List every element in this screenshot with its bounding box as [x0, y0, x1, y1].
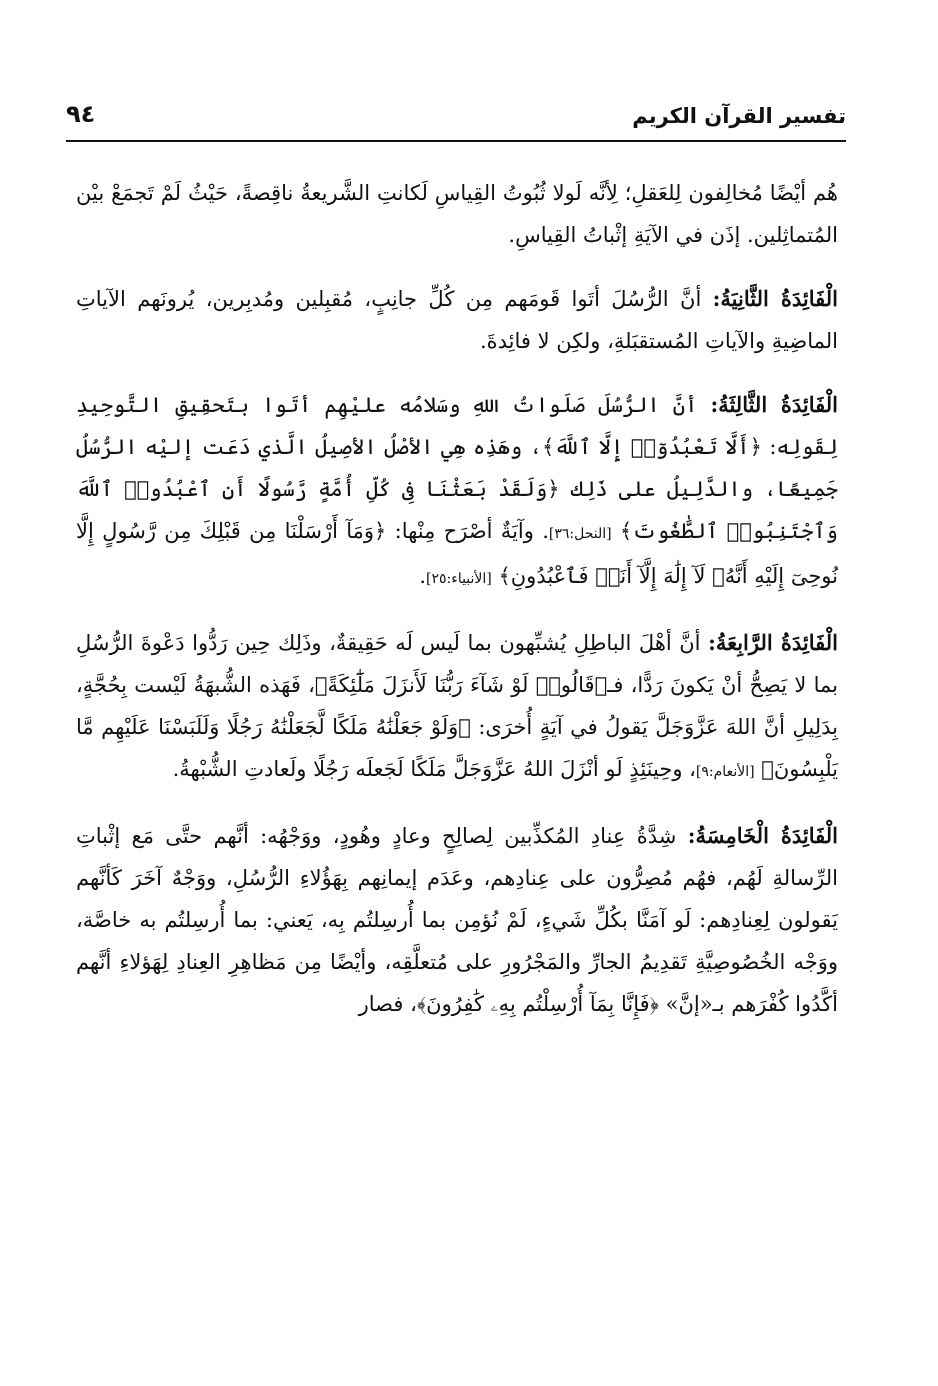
paragraph-benefit-4 [76, 622, 838, 793]
benefit-heading: الْفَائِدَةُ الرَّابِعَةُ: [708, 630, 838, 655]
paragraph-text: . [419, 564, 426, 588]
page-header [66, 98, 846, 138]
verse-reference: [الأنبياء:٢٥] [426, 571, 492, 587]
page-body [76, 172, 838, 1047]
paragraph-text: أنَّ الرُّسُلَ أتَوا قَومَهم مِن كُلِّ جانِبٍ، مُقبِلين ومُدبِرين، يُرونَهم الآياتِ الماضِيةِ والآياتِ المُستقبَلةِ، ولكِن لا فائِدةَ. [76, 287, 838, 353]
paragraph-intro [76, 172, 838, 256]
paragraph-text: شِدَّةُ عِنادِ المُكذِّبين لِصالِحٍ وعادٍ وهُودٍ، ووَجْهُه: أنَّهم حتَّى مَع إثْباتِ الرِّسالةِ لَهُم، فهُم مُصِرُّون على عِنادِهم، وعَدَم إيمانِهم بِهَؤُلاءِ الرُّسُلِ، ووَجْهٌ آخَرَ كَأنَّهم يَقولون لِعِنادِهم: لَو آمَنَّا بكُلِّ شَيءٍ، لَمْ نُؤمِن بما أُرسِلتُم بِه، يَعني: بما أُرسِلتُم به خاصَّة، ووَجْه الخُصُوصِيَّةِ تَقدِيمُ الجارِّ والمَجْرُورِ على مُتعلَّقِه، وأيْضًا مِن مَظاهِرِ العِنادِ لِهَؤلاءِ أنَّهم أكَّدُوا كُفْرَهم بـ«إنَّ» ﴿فَإِنَّا بِمَآ أُرْسِلْتُم بِهِۦ كَٰفِرُونَ﴾، فصار [76, 824, 838, 1016]
paragraph-text: ، وحِينَئِذٍ لَو أنْزَلَ اللهُ عَزَّوَجَلَّ مَلَكًا لَجَعلَه رَجُلًا ولَعادتِ الشُّبْهةُ. [172, 757, 696, 781]
verse-reference: [الأنعام:٩] [695, 764, 755, 780]
header-divider [66, 140, 846, 142]
paragraph-text: أنَّ الرُّسُلَ صَلَواتُ اللهِ وسَلامُه عليْهِم أتَوا بتَحقِيقِ التَّوحِيدِ لِقَولِه: ﴿أَلَّا تَعْبُدُوٓا۟ إِلَّا ٱللَّهَ﴾، وهَذِه هِي الأصْلُ الأصِيلُ الَّذي دَعَت إليْه الرُّسُلُ جَمِيعًا، والدَّلِيلُ على ذَلِك ﴿وَلَقَدْ بَعَثْنَا فِى كُلِّ أُمَّةٍ رَّسُولًا أَنِ ٱعْبُدُوا۟ ٱللَّهَ وَٱجْتَنِبُوا۟ ٱلطَّٰغُوتَ﴾ [76, 393, 838, 543]
paragraph-text: . وآيَةٌ أصْرَح مِنْها: ﴿وَمَآ أَرْسَلْنَا مِن قَبْلِكَ مِن رَّسُولٍ إِلَّا نُوحِىٓ إِلَيْهِ أَنَّهُۥ لَآ إِلَٰهَ إِلَّآ أَنَا۠ فَٱعْبُدُونِ﴾ [76, 519, 838, 588]
benefit-heading: الْفَائِدَةُ الثَّانِيَةُ: [712, 286, 838, 311]
running-title: تفسير القرآن الكريم [632, 104, 846, 128]
benefit-heading: الْفَائِدَةُ الْخَامِسَةُ: [687, 823, 838, 848]
paragraph-text: أنَّ أهْلَ الباطِلِ يُشبِّهون بما لَيس لَه حَقِيقةٌ، وذَلِك حِين رَدُّوا دَعْوةَ الرُّسُلِ بما لا يَصِحُّ أنْ يَكونَ رَدًّا، فـ﴿قَالُوا۟ لَوْ شَآءَ رَبُّنَا لَأَنزَلَ مَلَٰٓئِكَةً﴾، فَهَذه الشُّبهَةُ لَيْست بِحُجَّةٍ، بِدَلِيلِ أنَّ اللهَ عَزَّوَجَلَّ يَقولُ في آيَةٍ أُخرَى: ﴿وَلَوْ جَعَلْنَٰهُ مَلَكًا لَّجَعَلْنَٰهُ رَجُلًا وَلَلَبَسْنَا عَلَيْهِم مَّا يَلْبِسُونَ﴾ [76, 631, 838, 781]
verse-reference: [النحل:٣٦] [548, 526, 612, 542]
paragraph-benefit-5 [76, 815, 838, 1025]
paragraph-text: هُم أيْضًا مُخالِفون لِلعَقلِ؛ لِأنَّه لَولا ثُبُوتُ القِياسِ لَكانتِ الشَّريعةُ ناقِصةً، حَيْثُ لَمْ تَجمَعْ بيْن المُتماثِلين. إذَن في الآيَةِ إثْباتُ القِياسِ. [76, 181, 838, 247]
page-number: ٩٤ [66, 100, 96, 128]
paragraph-benefit-3 [76, 384, 838, 600]
benefit-heading: الْفَائِدَةُ الثَّالِثَةُ: [710, 392, 838, 417]
paragraph-benefit-2 [76, 278, 838, 362]
